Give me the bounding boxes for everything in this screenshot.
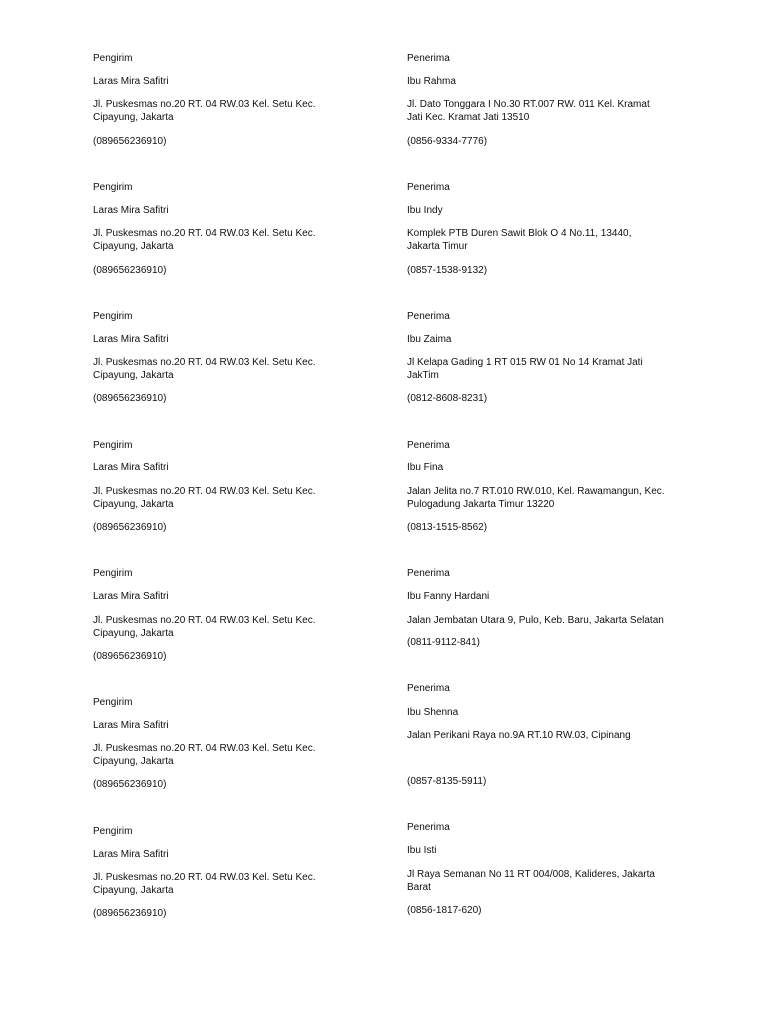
recipient-phone: (0813-1515-8562)	[407, 522, 488, 533]
recipient-address: Komplek PTB Duren Sawit Blok O 4 No.11, 13440, Jakarta Timur	[407, 228, 632, 252]
recipient-heading: Penerima	[407, 53, 450, 64]
recipient-address: Jalan Perikani Raya no.9A RT.10 RW.03, Cipinang	[407, 730, 631, 741]
sender-address: Jl. Puskesmas no.20 RT. 04 RW.03 Kel. Setu Kec. Cipayung, Jakarta	[93, 99, 316, 123]
sender-name: Laras Mira Safitri	[93, 205, 169, 216]
sender-phone: (089656236910)	[93, 908, 167, 919]
recipient-phone: (0857-8135-5911)	[407, 776, 487, 787]
recipient-name: Ibu Fina	[407, 462, 444, 473]
sender-name: Laras Mira Safitri	[93, 849, 169, 860]
sender-heading: Pengirim	[93, 182, 133, 193]
sender-phone: (089656236910)	[93, 136, 167, 147]
sender-phone: (089656236910)	[93, 779, 167, 790]
recipient-address: Jalan Jembatan Utara 9, Pulo, Keb. Baru, Jakarta Selatan	[407, 615, 664, 626]
recipient-name: Ibu Indy	[407, 205, 443, 216]
sender-phone: (089656236910)	[93, 522, 167, 533]
recipient-phone: (0856-1817-620)	[407, 905, 482, 916]
sender-heading: Pengirim	[93, 440, 133, 451]
recipient-phone: (0812-8608-8231)	[407, 393, 488, 404]
sender-address: Jl. Puskesmas no.20 RT. 04 RW.03 Kel. Setu Kec. Cipayung, Jakarta	[93, 357, 316, 381]
recipient-phone: (0811-9112-841)	[407, 637, 481, 648]
recipient-heading: Penerima	[407, 683, 450, 694]
sender-name: Laras Mira Safitri	[93, 334, 169, 345]
sender-phone: (089656236910)	[93, 393, 167, 404]
sender-heading: Pengirim	[93, 697, 133, 708]
recipient-address: Jalan Jelita no.7 RT.010 RW.010, Kel. Rawamangun, Kec. Pulogadung Jakarta Timur 13220	[407, 486, 665, 510]
recipient-heading: Penerima	[407, 440, 450, 451]
sender-name: Laras Mira Safitri	[93, 720, 169, 731]
sender-phone: (089656236910)	[93, 651, 167, 662]
sender-address: Jl. Puskesmas no.20 RT. 04 RW.03 Kel. Setu Kec. Cipayung, Jakarta	[93, 743, 316, 767]
recipient-name: Ibu Rahma	[407, 76, 456, 87]
recipient-name: Ibu Isti	[407, 845, 437, 856]
sender-name: Laras Mira Safitri	[93, 76, 169, 87]
recipient-heading: Penerima	[407, 568, 450, 579]
recipient-heading: Penerima	[407, 311, 450, 322]
recipient-phone: (0856-9334-7776)	[407, 136, 488, 147]
sender-address: Jl. Puskesmas no.20 RT. 04 RW.03 Kel. Setu Kec. Cipayung, Jakarta	[93, 872, 316, 896]
sender-address: Jl. Puskesmas no.20 RT. 04 RW.03 Kel. Setu Kec. Cipayung, Jakarta	[93, 486, 316, 510]
sender-heading: Pengirim	[93, 568, 133, 579]
recipient-name: Ibu Fanny Hardani	[407, 591, 490, 602]
recipient-address: Jl. Dato Tonggara I No.30 RT.007 RW. 011 Kel. Kramat Jati Kec. Kramat Jati 13510	[407, 99, 650, 123]
sender-heading: Pengirim	[93, 826, 133, 837]
recipient-address: Jl Raya Semanan No 11 RT 004/008, Kalideres, Jakarta Barat	[407, 869, 655, 893]
sender-name: Laras Mira Safitri	[93, 591, 169, 602]
recipient-name: Ibu Zaima	[407, 334, 452, 345]
recipient-heading: Penerima	[407, 822, 450, 833]
recipient-name: Ibu Shenna	[407, 707, 459, 718]
sender-heading: Pengirim	[93, 53, 133, 64]
sender-address: Jl. Puskesmas no.20 RT. 04 RW.03 Kel. Setu Kec. Cipayung, Jakarta	[93, 228, 316, 252]
sender-name: Laras Mira Safitri	[93, 462, 169, 473]
sender-phone: (089656236910)	[93, 265, 167, 276]
recipient-address: Jl Kelapa Gading 1 RT 015 RW 01 No 14 Kramat Jati JakTim	[407, 357, 643, 381]
sender-heading: Pengirim	[93, 311, 133, 322]
recipient-phone: (0857-1538-9132)	[407, 265, 488, 276]
sender-address: Jl. Puskesmas no.20 RT. 04 RW.03 Kel. Setu Kec. Cipayung, Jakarta	[93, 615, 316, 639]
recipient-heading: Penerima	[407, 182, 450, 193]
